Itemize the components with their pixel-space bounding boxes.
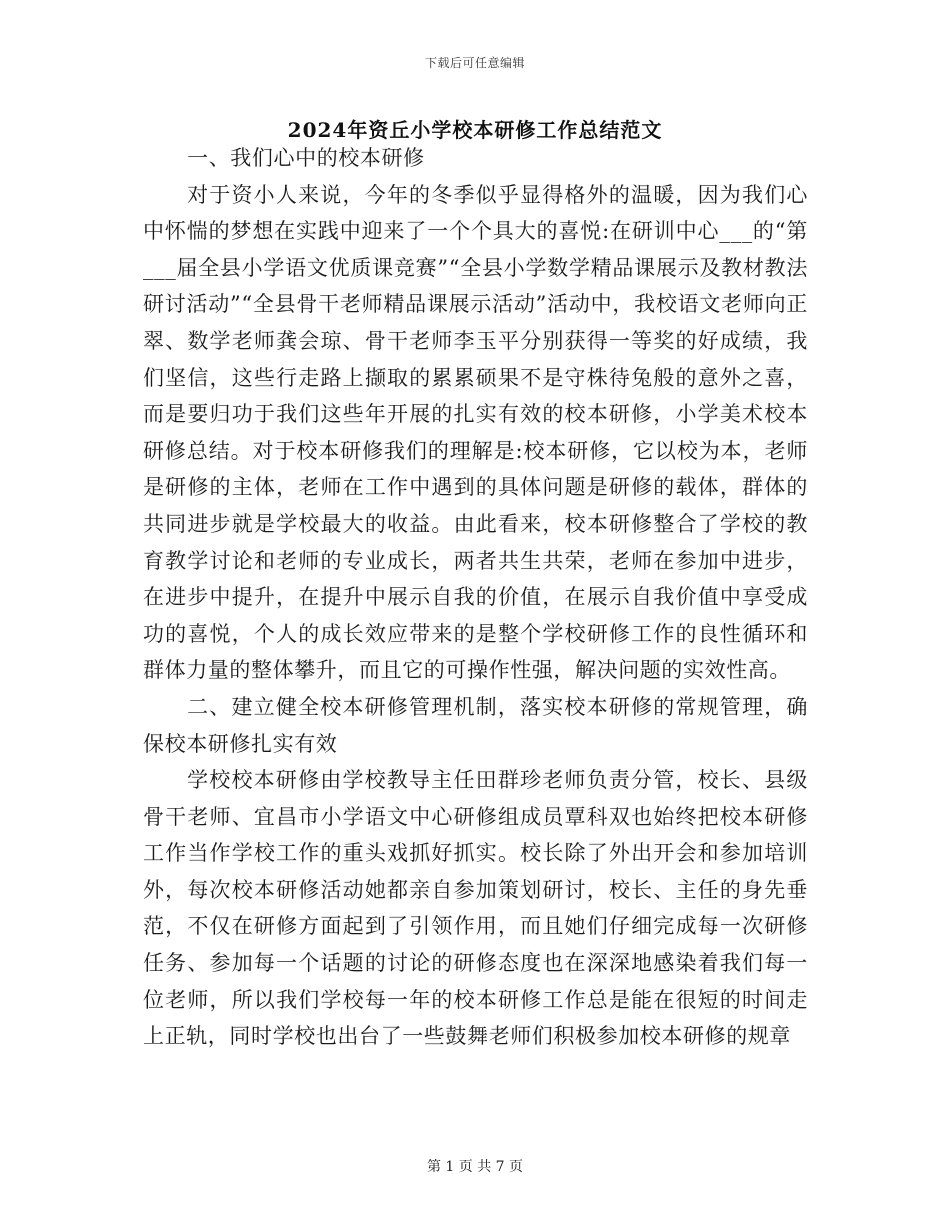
document-title: 2024年资丘小学校本研修工作总结范文 xyxy=(287,118,663,142)
section-heading-1: 一、我们心中的校本研修 xyxy=(187,146,425,170)
header-note: 下载后可任意编辑 xyxy=(424,56,525,70)
paragraph-2: 学校校本研修由学校教导主任田群珍老师负责分管，校长、县级骨干老师、宜昌市小学语文中心研修组成员覃科双也始终把校本研修工作当作学校工作的重头戏抓好抓实。校长除了外出开会和参加培训外，每次校本研修活动她都亲自参加策划研讨，校长、主任的身先垂范，不仅在研修方面起到了引领作用，而且她们仔细完成每一次研修任务、参加每一个话题的讨论的研修态度也在深深地感染着我们每一位老师，所以我们学校每一年的校本研修工作总是能在很短的时间走上正轨，同时学校也出台了一些鼓舞老师们积极参加校本研修的规章 xyxy=(143,768,808,1049)
paragraph-1: 对于资小人来说，今年的冬季似乎显得格外的温暖，因为我们心中怀惴的梦想在实践中迎来了一个个具大的喜悦:在研训中心___的“第___届全县小学语文优质课竞赛”“全县小学数学精品课展示及教材教法研讨活动”“全县骨干老师精品课展示活动”活动中，我校语文老师向正翠、数学老师龚会琼、骨干老师李玉平分别获得一等奖的好成绩，我们坚信，这些行走路上撷取的累累硕果不是守株待兔般的意外之喜，而是要归功于我们这些年开展的扎实有效的校本研修，小学美术校本研修总结。对于校本研修我们的理解是:校本研修，它以校为本，老师是研修的主体，老师在工作中遇到的具体问题是研修的载体，群体的共同进步就是学校最大的收益。由此看来，校本研修整合了学校的教育教学讨论和老师的专业成长，两者共生共荣，老师在参加中进步，在进步中提升，在提升中展示自我的价值，在展示自我价值中享受成功的喜悦，个人的成长效应带来的是整个学校研修工作的良性循环和群体力量的整体攀升，而且它的可操作性强，解决问题的实效性高。 xyxy=(143,182,808,683)
page-footer: 第 1 页 共 7 页 xyxy=(426,1159,524,1175)
document-body xyxy=(143,140,808,1055)
section-heading-2: 二、建立健全校本研修管理机制，落实校本研修的常规管理，确保校本研修扎实有效 xyxy=(143,694,808,756)
